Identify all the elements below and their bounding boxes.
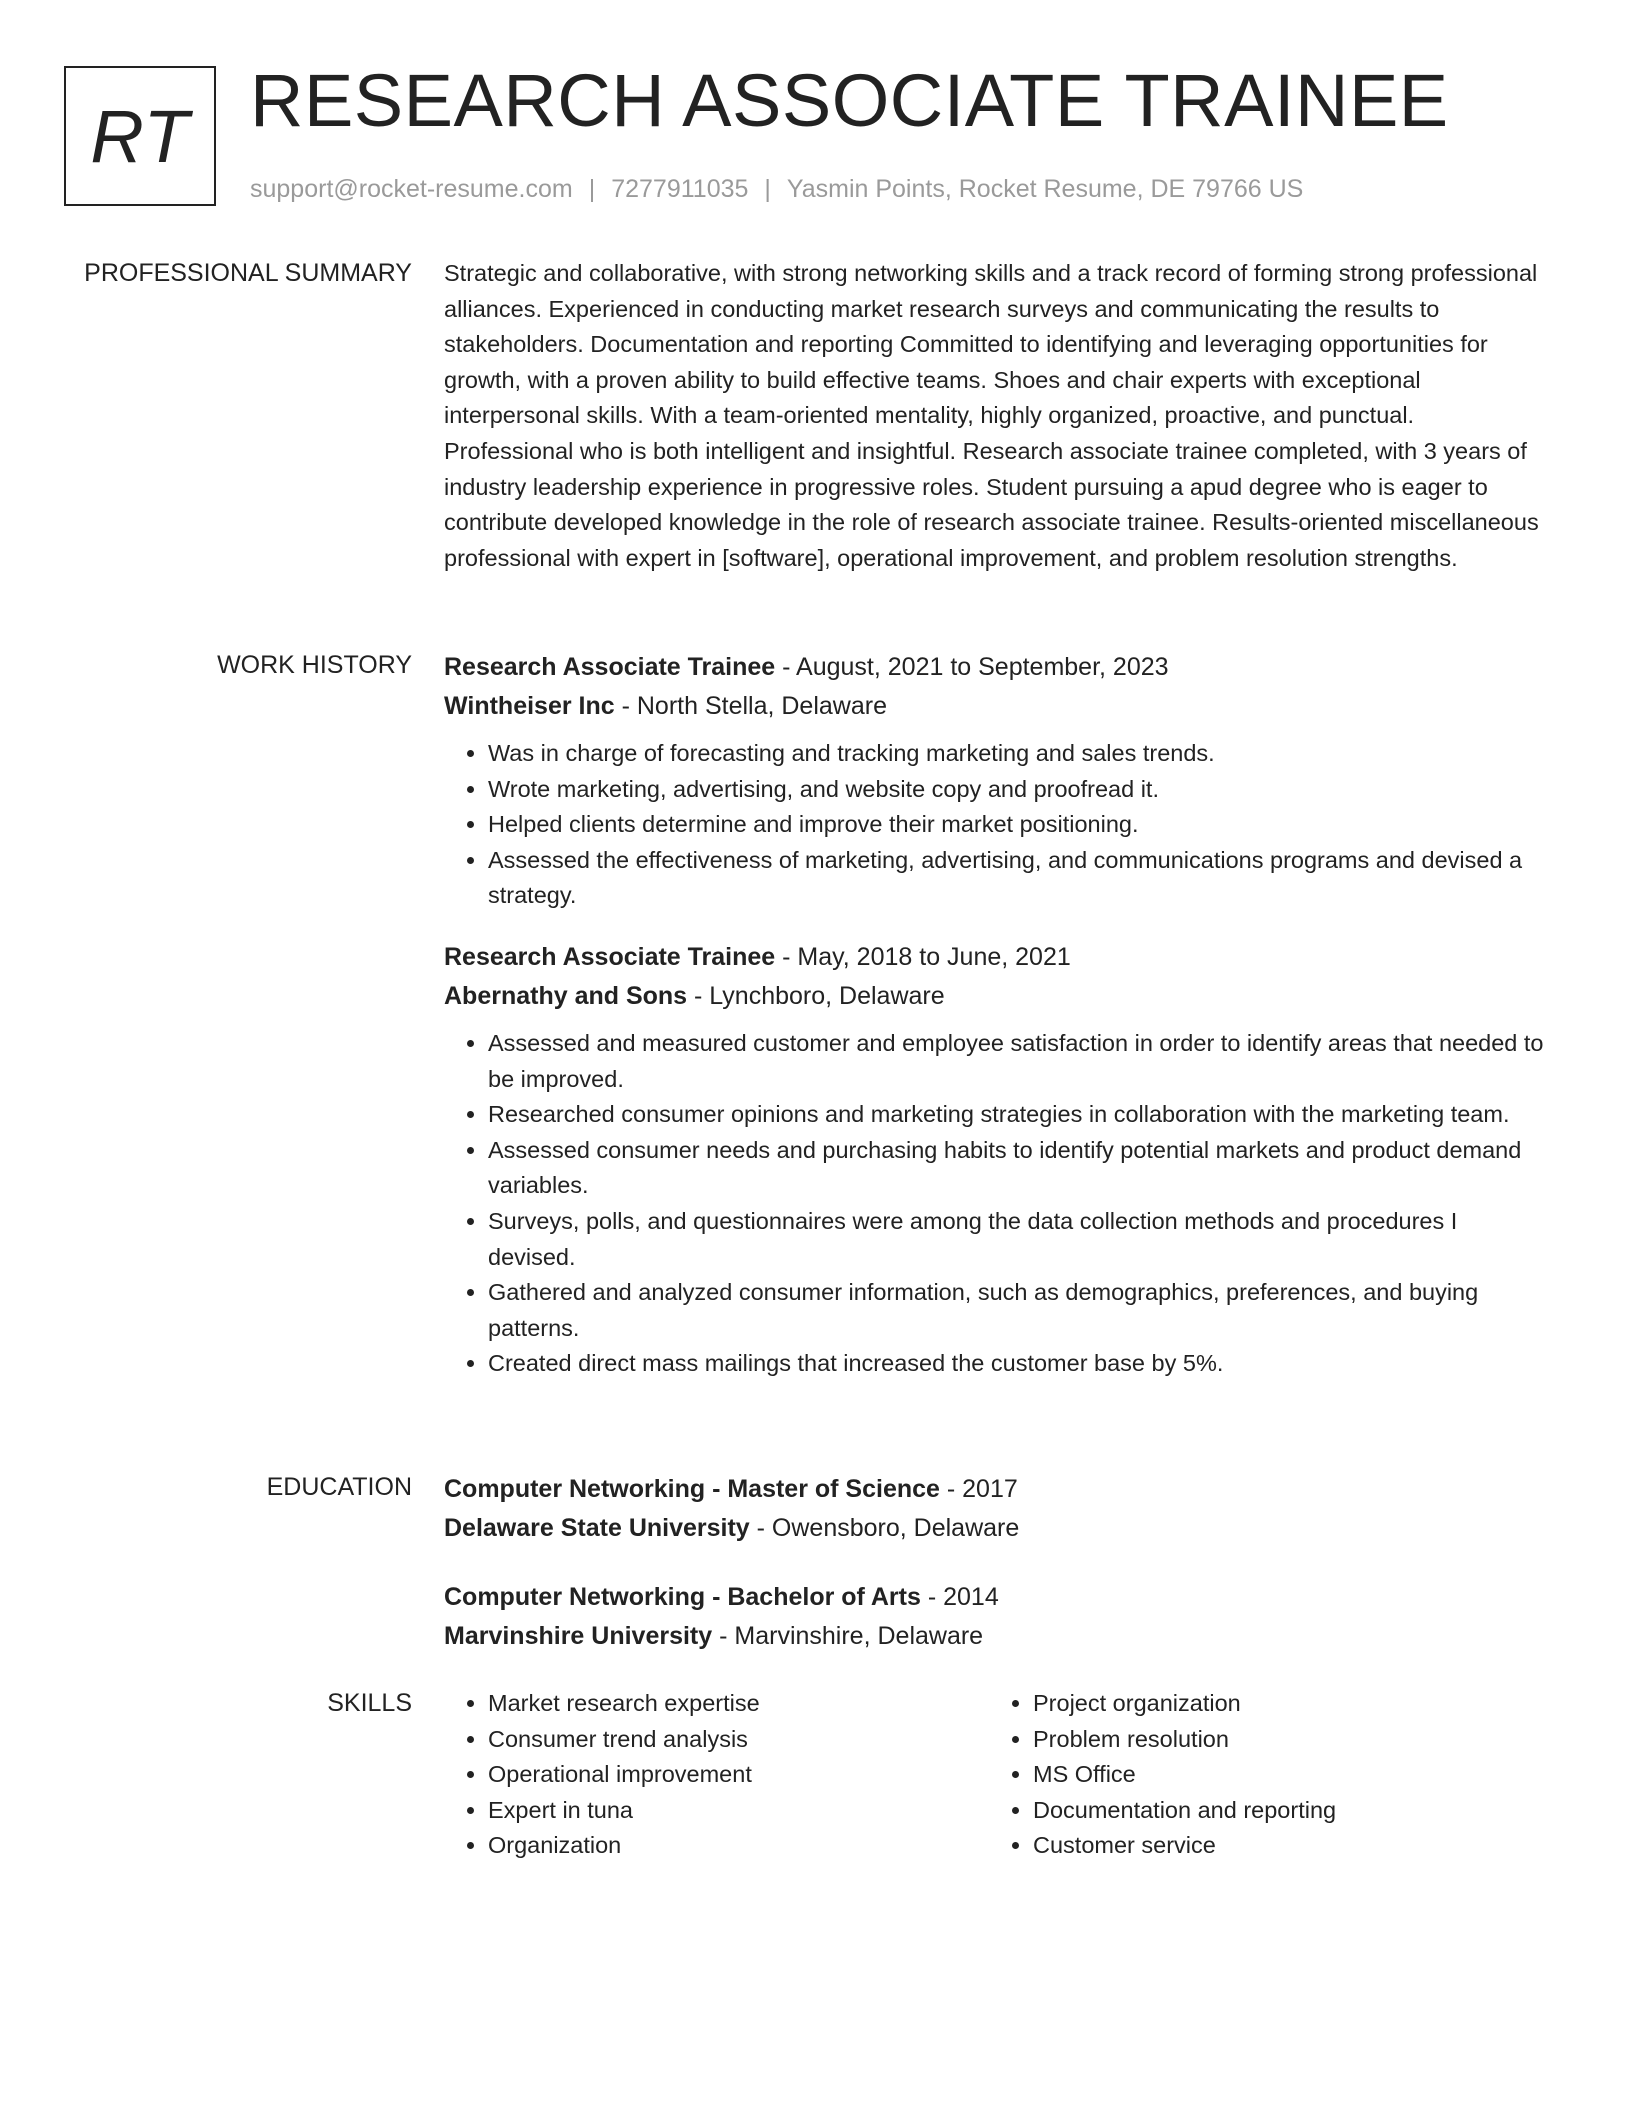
job-entry — [444, 648, 1544, 914]
degree-line — [444, 1470, 1544, 1509]
degree-year: - 2017 — [939, 1475, 1018, 1503]
skills-column-left — [444, 1686, 989, 1864]
skills-body — [444, 1686, 1544, 1864]
school-name: Marvinshire University — [444, 1622, 713, 1650]
education-body — [444, 1470, 1544, 1656]
contact-address: Yasmin Points, Rocket Resume, DE 79766 US — [786, 175, 1304, 203]
degree-name: Computer Networking - Bachelor of Arts — [444, 1583, 921, 1611]
skills-column-right — [989, 1686, 1534, 1864]
skills-list — [989, 1686, 1534, 1864]
contact-separator: | — [764, 175, 771, 203]
job-title: Research Associate Trainee — [444, 653, 776, 681]
contact-separator: | — [588, 175, 596, 203]
contact-line — [250, 172, 1303, 206]
section-label-summary: PROFESSIONAL SUMMARY — [84, 259, 412, 287]
job-title-line — [444, 648, 1544, 687]
section-label-skills: SKILLS — [327, 1689, 412, 1717]
job-bullet: • Assessed the effectiveness of marketing, advertising, and communications programs and devised a strategy. — [488, 843, 1544, 914]
job-bullet: • Surveys, polls, and questionnaires were among the data collection methods and procedures I devised. — [488, 1204, 1544, 1275]
job-bullet: • Assessed and measured customer and employee satisfaction in order to identify areas that needed to be improved. — [488, 1026, 1544, 1097]
job-company: Wintheiser Inc — [444, 692, 615, 720]
job-company-line — [444, 687, 1544, 726]
school-location: - Marvinshire, Delaware — [712, 1622, 984, 1650]
job-bullets — [444, 1026, 1544, 1382]
job-entry — [444, 938, 1544, 1382]
job-title-line — [444, 938, 1544, 977]
skills-columns — [444, 1686, 1544, 1864]
school-line — [444, 1509, 1544, 1548]
skill-item: • Documentation and reporting — [1033, 1793, 1534, 1829]
job-bullet: • Assessed consumer needs and purchasing habits to identify potential markets and product demand variables. — [488, 1133, 1544, 1204]
resume-title: RESEARCH ASSOCIATE TRAINEE — [250, 59, 1449, 142]
skill-item: • Project organization — [1033, 1686, 1534, 1722]
monogram-box — [64, 66, 216, 206]
section-label-education: EDUCATION — [266, 1473, 412, 1501]
skill-item: • Problem resolution — [1033, 1722, 1534, 1758]
skill-item: • Operational improvement — [488, 1757, 989, 1793]
job-bullet: • Created direct mass mailings that increased the customer base by 5%. — [488, 1346, 1544, 1382]
job-location: - Lynchboro, Delaware — [687, 981, 945, 1010]
skill-item: • MS Office — [1033, 1757, 1534, 1793]
job-bullet: • Helped clients determine and improve their market positioning. — [488, 807, 1544, 843]
contact-email: support@rocket-resume.com — [250, 175, 573, 203]
school-name: Delaware State University — [444, 1514, 750, 1542]
education-entry — [444, 1578, 1544, 1656]
job-bullet: • Wrote marketing, advertising, and website copy and proofread it. — [488, 772, 1544, 808]
degree-name: Computer Networking - Master of Science — [444, 1475, 940, 1503]
job-location: - North Stella, Delaware — [614, 692, 887, 720]
summary-body — [444, 256, 1544, 576]
job-company: Abernathy and Sons — [444, 981, 688, 1010]
degree-year: - 2014 — [920, 1583, 999, 1611]
summary-text: Strategic and collaborative, with strong networking skills and a track record of forming strong professional alliances. Experienced in conducting market research surveys and communicating the results to stakeholders. Documentation and reporting Committed to identifying and leveraging opportunities for growth, with a proven ability to build effective teams. Shoes and chair experts with exceptional interpersonal skills. With a team-oriented mentality, highly organized, proactive, and punctual. Professional who is both intelligent and insightful. Research associate trainee completed, with 3 years of industry leadership experience in progressive roles. Student pursuing a apud degree who is eager to contribute developed knowledge in the role of research associate trainee. Results-oriented miscellaneous professional with expert in [software], operational improvement, and problem resolution strengths. — [444, 260, 1539, 571]
skill-item: • Customer service — [1033, 1828, 1534, 1864]
skill-item: • Consumer trend analysis — [488, 1722, 989, 1758]
job-bullet: • Was in charge of forecasting and tracking marketing and sales trends. — [488, 736, 1544, 772]
job-bullets — [444, 736, 1544, 914]
degree-line — [444, 1578, 1544, 1617]
skills-list — [444, 1686, 989, 1864]
job-bullet: • Researched consumer opinions and marketing strategies in collaboration with the marketing team. — [488, 1097, 1544, 1133]
education-entry — [444, 1470, 1544, 1548]
school-location: - Owensboro, Delaware — [749, 1514, 1020, 1542]
job-title: Research Associate Trainee — [444, 942, 776, 971]
job-dates: - August, 2021 to September, 2023 — [775, 653, 1169, 681]
school-line — [444, 1617, 1544, 1656]
job-bullet: • Gathered and analyzed consumer information, such as demographics, preferences, and buying patterns. — [488, 1275, 1544, 1346]
job-company-line — [444, 977, 1544, 1016]
skill-item: • Market research expertise — [488, 1686, 989, 1722]
skill-item: • Organization — [488, 1828, 989, 1864]
section-label-work-history: WORK HISTORY — [217, 651, 412, 679]
monogram-initials: RT — [90, 94, 190, 178]
job-dates: - May, 2018 to June, 2021 — [775, 942, 1071, 971]
work-history-body — [444, 648, 1544, 1382]
contact-phone: 7277911035 — [611, 175, 749, 203]
skill-item: • Expert in tuna — [488, 1793, 989, 1829]
